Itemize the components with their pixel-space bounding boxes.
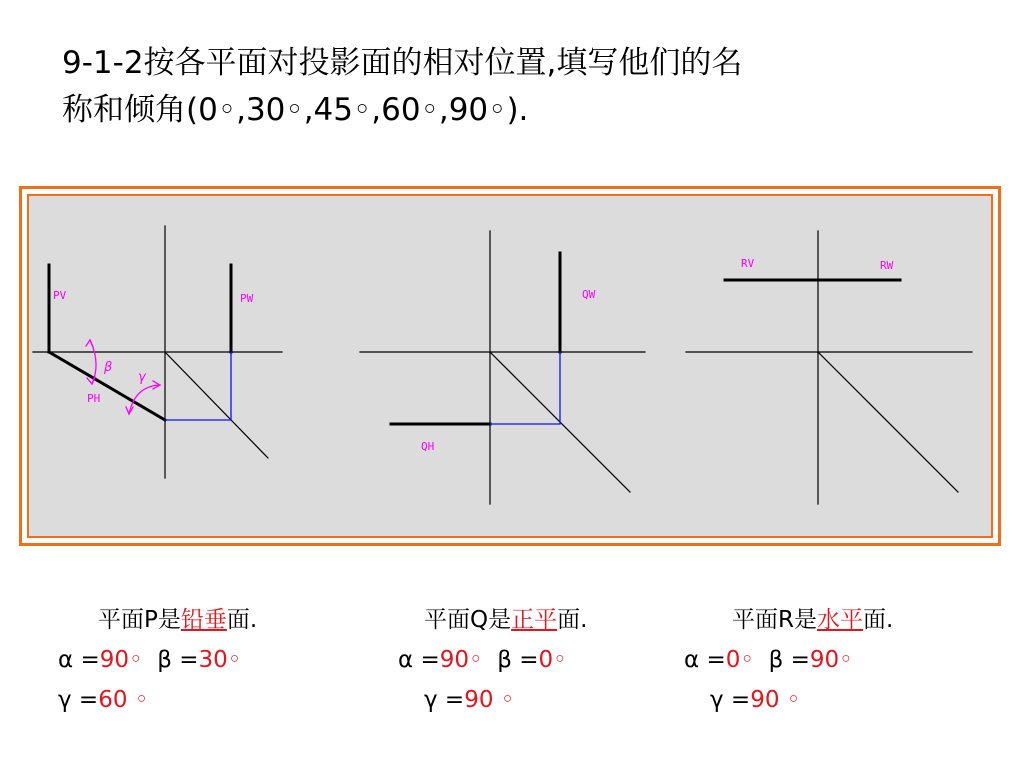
answer-r-name: 水平 [816, 607, 863, 633]
answer-r-beta: 90 [809, 647, 840, 673]
label-beta: β [104, 360, 113, 375]
answer-p-alpha-label: α = [58, 647, 100, 673]
answer-p-gamma-label: γ = [58, 687, 99, 713]
answer-p-prefix: 平面P是 [98, 607, 181, 633]
answer-q-suffix: 面. [557, 607, 588, 633]
answer-q-prefix: 平面Q是 [424, 607, 512, 633]
label-pv: PV [53, 289, 67, 302]
answer-p-alpha-degree: ◦ [129, 647, 143, 673]
title-line-1: 9-1-2按各平面对投影面的相对位置,填写他们的名 [62, 45, 743, 81]
answer-p-beta-label: β = [157, 647, 199, 673]
answer-r-alpha-beta-row [684, 640, 893, 680]
label-gamma: γ [138, 370, 146, 385]
answer-plane-r [684, 600, 893, 720]
answer-p-beta-degree: ◦ [227, 647, 242, 673]
title-line-2: 称和倾角(0◦,30◦,45◦,60◦,90◦). [62, 92, 529, 128]
label-qh: QH [421, 440, 435, 453]
answer-p-suffix: 面. [226, 607, 258, 633]
answer-q-alpha: 90 [439, 647, 470, 673]
answer-r-name-row [684, 600, 893, 640]
answer-q-alpha-beta-row [398, 640, 587, 680]
label-rv: RV [741, 257, 755, 270]
answer-q-name: 正平 [511, 607, 558, 633]
label-ph: PH [87, 392, 101, 405]
answer-q-gamma: 90 [464, 687, 494, 713]
answer-p-alpha: 90 [99, 647, 130, 673]
answer-p-alpha-beta-row [58, 640, 257, 680]
answer-p-beta: 30 [198, 647, 228, 673]
plane-r-diagram [686, 231, 972, 504]
answer-q-gamma-degree: ◦ [493, 687, 515, 713]
answer-q-alpha-degree: ◦ [469, 647, 483, 673]
label-qw: QW [582, 288, 596, 301]
answer-q-beta-degree: ◦ [553, 647, 567, 673]
label-pw: PW [240, 292, 254, 305]
p-45-line [165, 352, 268, 458]
label-rw: RW [880, 259, 894, 272]
answer-r-gamma: 90 [750, 687, 780, 713]
answer-r-beta-label: β = [768, 647, 810, 673]
answer-q-name-row [398, 600, 587, 640]
answer-r-alpha-label: α = [684, 647, 726, 673]
answer-r-gamma-label: γ = [710, 687, 751, 713]
beta-arrow-top [86, 340, 93, 347]
answer-p-gamma: 60 [98, 687, 128, 713]
plane-q-diagram [360, 231, 645, 504]
answer-q-beta-label: β = [497, 647, 539, 673]
answer-plane-p [58, 600, 257, 720]
answer-p-gamma-degree: ◦ [127, 687, 149, 713]
answer-p-gamma-row [58, 680, 257, 720]
r-45-line [818, 352, 958, 492]
answer-q-gamma-label: γ = [424, 687, 465, 713]
answer-r-alpha-degree: ◦ [740, 647, 754, 673]
plane-p-diagram [33, 226, 282, 478]
answer-p-name-row [58, 600, 257, 640]
answer-r-gamma-row [684, 680, 893, 720]
answer-plane-q [398, 600, 587, 720]
answer-q-alpha-label: α = [398, 647, 440, 673]
answer-r-prefix: 平面R是 [732, 607, 817, 633]
answer-r-alpha: 0 [725, 647, 741, 673]
answer-r-suffix: 面. [862, 607, 894, 633]
answer-p-name: 铅垂 [180, 607, 227, 633]
answer-r-beta-degree: ◦ [839, 647, 853, 673]
answer-q-beta: 0 [538, 647, 554, 673]
answer-q-gamma-row [398, 680, 587, 720]
answer-r-gamma-degree: ◦ [779, 687, 801, 713]
